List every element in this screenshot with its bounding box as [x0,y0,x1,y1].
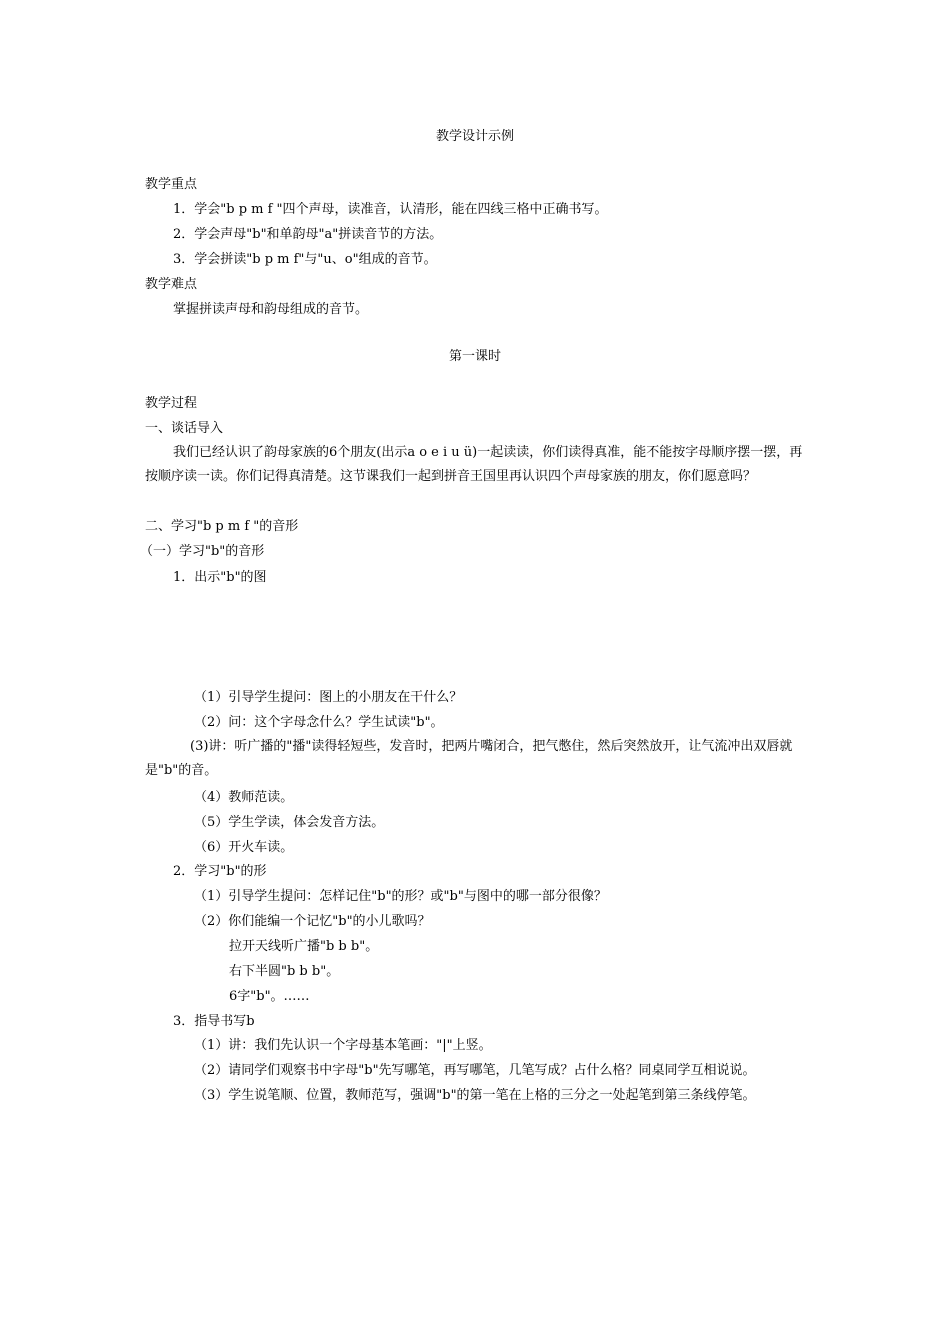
lesson-title: 第一课时 [448,349,501,364]
document-title: 教学设计示例 [435,129,514,144]
rhyme-line: 右下半圆"b b b"。 [229,964,340,979]
difficulties-text: 掌握拼读声母和韵母组成的音节。 [173,302,369,317]
step-heading: 2．学习"b"的形 [173,864,267,879]
section2-heading: 二、学习"b p m f "的音形 [145,519,299,534]
key-point-item: 3．学会拼读"b p m f"与"u、o"组成的音节。 [173,252,437,267]
step-item: （6）开火车读。 [194,840,294,855]
key-point-item: 1．学会"b p m f "四个声母，读准音，认清形，能在四线三格中正确书写。 [173,202,608,217]
step-item: （2）你们能编一个记忆"b"的小儿歌吗？ [194,914,431,929]
process-heading: 教学过程 [145,396,198,411]
section1-paragraph-text: 我们已经认识了韵母家族的6个朋友(出示a o e i u ü)一起读读，你们读得真准，能不能按字母顺序摆一摆，再按顺序读一读。你们记得真清楚。这节课我们一起到拼音王国里再认识四个声母家族的朋友，你们愿意吗？ [145,445,803,484]
step-item: （2）请同学们观察书中字母"b"先写哪笔，再写哪笔，几笔写成？占什么格？同桌同学互相说说。 [194,1063,756,1078]
step-item: （2）问：这个字母念什么？学生试读"b"。 [194,715,444,730]
step-item: （1）讲：我们先认识一个字母基本笔画："|"上竖。 [194,1038,492,1053]
step-item: （4）教师范读。 [194,790,294,805]
step-item: （1）引导学生提问：怎样记住"b"的形？或"b"与图中的哪一部分很像？ [194,889,607,904]
step-item-paragraph [145,735,810,783]
key-point-item: 2．学会声母"b"和单韵母"a"拼读音节的方法。 [173,227,443,242]
section1-heading: 一、谈话导入 [145,421,224,436]
key-points-heading: 教学重点 [145,177,198,192]
step-item: （1）引导学生提问：图上的小朋友在干什么？ [194,690,463,705]
rhyme-line: 拉开天线听广播"b b b"。 [229,939,379,954]
step-heading: 1．出示"b"的图 [173,570,267,585]
step-item: （3）学生说笔顺、位置，教师范写，强调"b"的第一笔在上格的三分之一处起笔到第三条线停笔。 [194,1088,756,1103]
subsection-heading: （一）学习"b"的音形 [140,544,265,559]
step-item-paragraph-text: (3)讲：听广播的"播"读得轻短些，发音时，把两片嘴闭合，把气憋住，然后突然放开，让气流冲出双唇就是"b"的音。 [145,739,793,778]
step-item: （5）学生学读，体会发音方法。 [194,815,385,830]
difficulties-heading: 教学难点 [145,277,198,292]
rhyme-line: 6字"b"。…… [229,989,310,1004]
step-heading: 3．指导书写b [173,1014,255,1029]
section1-paragraph [145,441,810,489]
